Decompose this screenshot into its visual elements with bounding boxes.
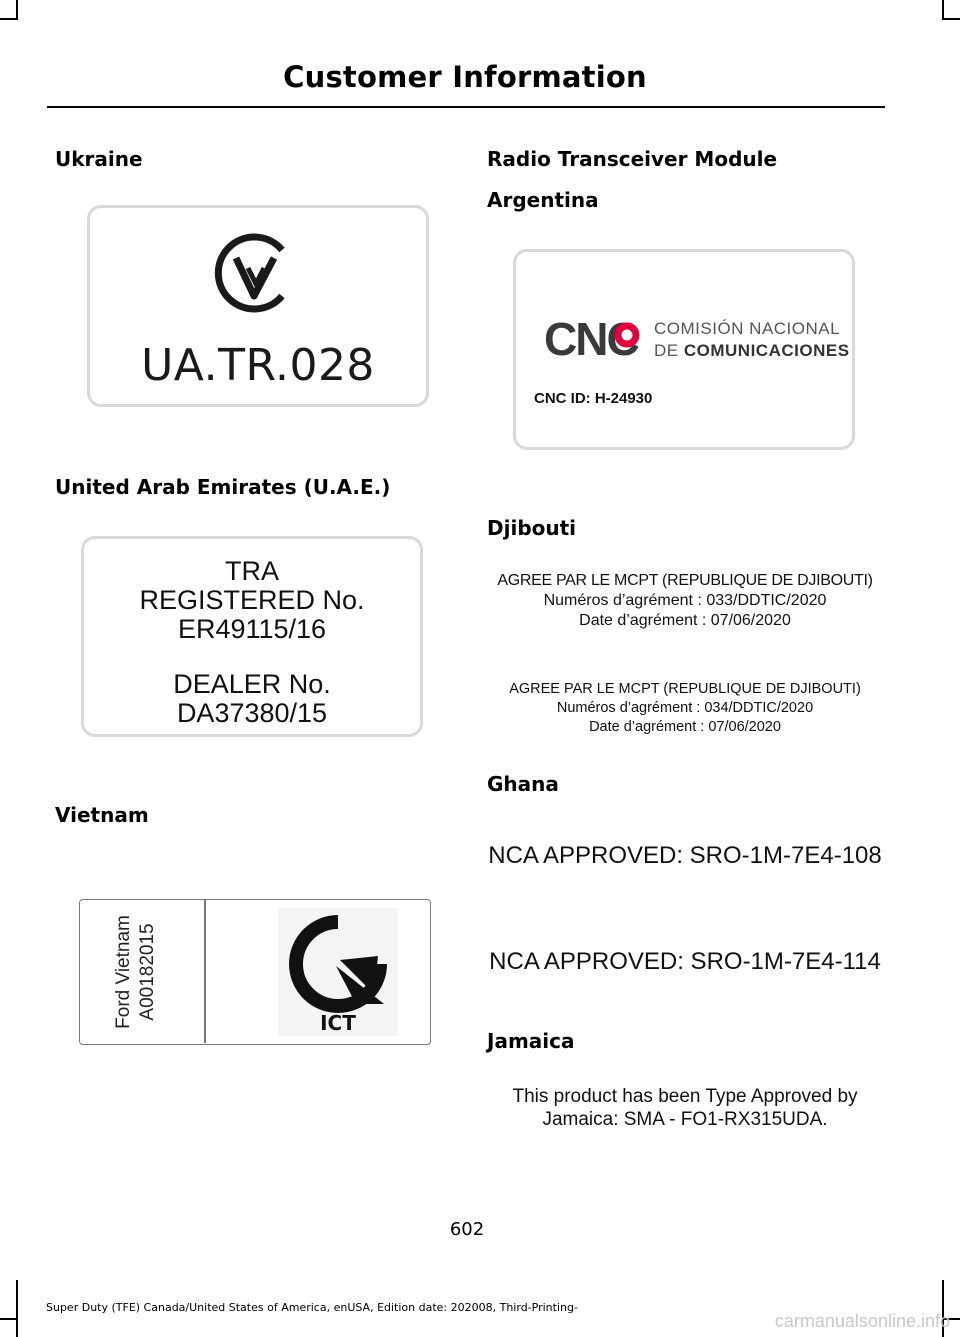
vietnam-side-text <box>112 897 172 1047</box>
vietnam-heading: Vietnam <box>55 803 149 827</box>
uae-line: ER49115/16 <box>177 614 327 644</box>
djibouti-heading: Djibouti <box>487 516 577 540</box>
radio-module-heading: Radio Transceiver Module <box>487 147 778 171</box>
djibouti-line: Numéros d’agrément : 033/DDTIC/2020 <box>543 592 827 609</box>
djibouti-line: AGREE PAR LE MCPT (REPUBLIQUE DE DJIBOUTI) <box>509 681 861 697</box>
djibouti-block-1 <box>487 571 883 631</box>
cnc-red-ring-icon <box>614 322 640 348</box>
jamaica-approval <box>487 1085 883 1131</box>
argentina-label <box>513 249 855 450</box>
uae-label <box>81 536 423 737</box>
djibouti-line: Date d’agrément : 07/06/2020 <box>579 612 791 629</box>
cnc-logo-letters: CNC <box>544 313 638 365</box>
djibouti-line: AGREE PAR LE MCPT (REPUBLIQUE DE DJIBOUTI) <box>497 572 873 589</box>
edition-footer: Super Duty (TFE) Canada/United States of America, enUSA, Edition date: 202008, Third-Printing- <box>46 1301 578 1314</box>
uae-line: REGISTERED No. <box>139 585 365 615</box>
watermark: carmanualsonline.info <box>774 1311 950 1331</box>
ukraine-label <box>87 205 429 407</box>
uae-line: TRA <box>225 556 279 586</box>
page-number: 602 <box>449 1219 485 1240</box>
uae-line: DEALER No. <box>173 669 331 699</box>
argentina-heading: Argentina <box>487 188 599 212</box>
cnc-organization-name <box>654 318 850 362</box>
crop-mark <box>0 1318 18 1320</box>
ghana-heading: Ghana <box>487 772 559 796</box>
vietnam-side-line: Ford Vietnam <box>113 915 134 1029</box>
uae-heading: United Arab Emirates (U.A.E.) <box>55 475 391 499</box>
ghana-approval-1: NCA APPROVED: SRO-1M-7E4-108 <box>488 842 882 869</box>
crop-mark <box>16 1280 18 1337</box>
vietnam-side-line: A00182015 <box>137 923 158 1021</box>
crop-mark <box>16 0 18 20</box>
page-title: Customer Information <box>283 60 647 94</box>
crop-mark <box>942 0 944 20</box>
ukraine-conformity-mark-icon <box>208 228 298 318</box>
ukraine-heading: Ukraine <box>55 147 143 171</box>
vietnam-label <box>79 899 431 1045</box>
vietnam-divider <box>204 900 206 1043</box>
uae-line: DA37380/15 <box>176 698 328 728</box>
cnc-org-prefix: DE <box>654 341 679 360</box>
ict-logo-icon <box>278 908 398 1036</box>
cnc-org-line: COMISIÓN NACIONAL <box>654 319 841 338</box>
djibouti-block-2 <box>487 680 883 737</box>
jamaica-line: This product has been Type Approved by <box>512 1086 858 1107</box>
cnc-id: CNC ID: H-24930 <box>534 390 653 407</box>
djibouti-line: Date d’agrément : 07/06/2020 <box>589 719 781 735</box>
crop-mark <box>0 18 18 20</box>
jamaica-heading: Jamaica <box>487 1029 575 1053</box>
title-divider <box>47 106 885 108</box>
crop-mark <box>942 18 960 20</box>
ghana-approval-2: NCA APPROVED: SRO-1M-7E4-114 <box>489 948 881 975</box>
jamaica-line: Jamaica: SMA - FO1-RX315UDA. <box>542 1109 828 1130</box>
ukraine-approval-number: UA.TR.028 <box>141 340 375 391</box>
ict-logo-text: ICT <box>320 1011 356 1035</box>
djibouti-line: Numéros d’agrément : 034/DDTIC/2020 <box>556 700 814 716</box>
cnc-org-main: COMUNICACIONES <box>683 341 850 360</box>
